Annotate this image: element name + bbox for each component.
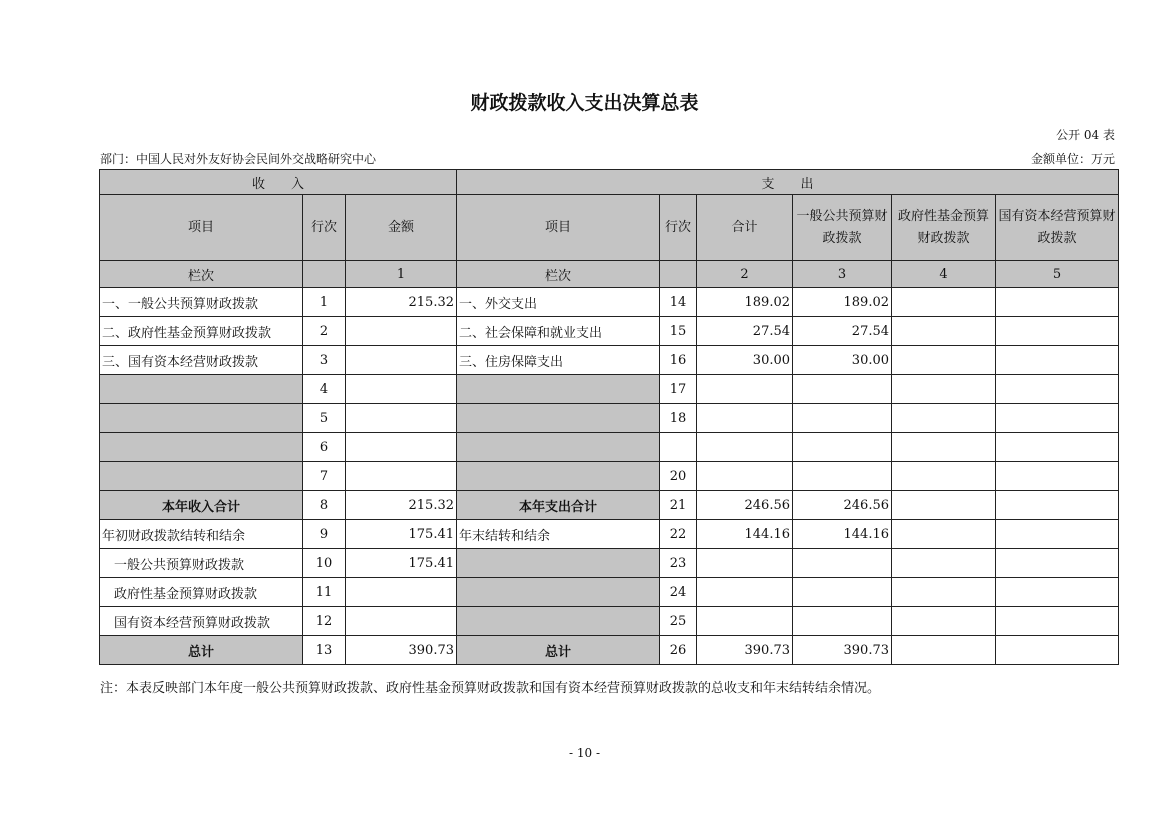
expense-row-no-header: 行次 xyxy=(660,195,697,261)
expense-gov-fund xyxy=(892,636,996,665)
income-row-no: 7 xyxy=(303,462,346,491)
income-row-no-header: 行次 xyxy=(303,195,346,261)
table-row xyxy=(100,317,1119,346)
expense-item: 三、住房保障支出 xyxy=(457,346,660,375)
income-item: 年初财政拨款结转和结余 xyxy=(100,520,303,549)
income-row-no: 3 xyxy=(303,346,346,375)
expense-state-capital xyxy=(996,404,1119,433)
income-amount xyxy=(346,462,457,491)
department-label: 部门：中国人民对外友好协会民间外交战略研究中心 xyxy=(100,152,377,166)
expense-row-no: 17 xyxy=(660,375,697,404)
index-col-4: 4 xyxy=(892,261,996,288)
expense-item xyxy=(457,433,660,462)
expense-total xyxy=(697,578,793,607)
index-label-expense: 栏次 xyxy=(457,261,660,288)
expense-item xyxy=(457,549,660,578)
gov-fund-header: 政府性基金预算财政拨款 xyxy=(892,195,996,261)
amount-unit-label: 金额单位：万元 xyxy=(1030,152,1115,166)
expense-row-no: 20 xyxy=(660,462,697,491)
expense-total: 189.02 xyxy=(697,288,793,317)
expense-general xyxy=(793,375,892,404)
income-item: 一般公共预算财政拨款 xyxy=(100,549,303,578)
expense-general xyxy=(793,578,892,607)
income-row-no: 13 xyxy=(303,636,346,665)
expense-gov-fund xyxy=(892,346,996,375)
expense-item xyxy=(457,462,660,491)
table-row xyxy=(100,462,1119,491)
table-row xyxy=(100,491,1119,520)
expense-gov-fund xyxy=(892,491,996,520)
income-row-no: 4 xyxy=(303,375,346,404)
expense-total: 246.56 xyxy=(697,491,793,520)
expense-general: 246.56 xyxy=(793,491,892,520)
expense-general xyxy=(793,462,892,491)
page-number: - 10 - xyxy=(568,746,600,760)
expense-total: 144.16 xyxy=(697,520,793,549)
table-row xyxy=(100,578,1119,607)
table-note: 注：本表反映部门本年度一般公共预算财政拨款、政府性基金预算财政拨款和国有资本经营预算财政拨款的总收支和年末结转结余情况。 xyxy=(100,681,881,696)
expense-state-capital xyxy=(996,607,1119,636)
income-item: 国有资本经营预算财政拨款 xyxy=(100,607,303,636)
expense-subtotal-label: 本年支出合计 xyxy=(457,491,660,520)
income-amount: 175.41 xyxy=(346,520,457,549)
expense-total xyxy=(697,433,793,462)
expense-row-no: 24 xyxy=(660,578,697,607)
income-amount: 390.73 xyxy=(346,636,457,665)
expense-grand-total-label: 总计 xyxy=(457,636,660,665)
expense-gov-fund xyxy=(892,520,996,549)
expense-item: 年末结转和结余 xyxy=(457,520,660,549)
income-row-no: 5 xyxy=(303,404,346,433)
income-item xyxy=(100,433,303,462)
income-amount xyxy=(346,578,457,607)
income-row-no: 8 xyxy=(303,491,346,520)
expense-total xyxy=(697,549,793,578)
expense-total xyxy=(697,607,793,636)
income-amount: 215.32 xyxy=(346,288,457,317)
index-col-3: 3 xyxy=(793,261,892,288)
expense-total: 390.73 xyxy=(697,636,793,665)
income-item: 二、政府性基金预算财政拨款 xyxy=(100,317,303,346)
income-amount-header: 金额 xyxy=(346,195,457,261)
expense-item: 二、社会保障和就业支出 xyxy=(457,317,660,346)
expense-state-capital xyxy=(996,578,1119,607)
state-capital-header: 国有资本经营预算财政拨款 xyxy=(996,195,1119,261)
income-amount xyxy=(346,433,457,462)
expense-total xyxy=(697,375,793,404)
income-row-no: 9 xyxy=(303,520,346,549)
expense-row-no: 14 xyxy=(660,288,697,317)
table-row xyxy=(100,607,1119,636)
expense-total: 27.54 xyxy=(697,317,793,346)
index-label: 栏次 xyxy=(100,261,303,288)
income-amount xyxy=(346,404,457,433)
income-item xyxy=(100,375,303,404)
income-row-no: 10 xyxy=(303,549,346,578)
income-amount: 215.32 xyxy=(346,491,457,520)
page-title: 财政拨款收入支出决算总表 xyxy=(470,92,699,114)
expense-gov-fund xyxy=(892,317,996,346)
income-subtotal-label: 本年收入合计 xyxy=(100,491,303,520)
table-row xyxy=(100,288,1119,317)
income-amount: 175.41 xyxy=(346,549,457,578)
table-row xyxy=(100,346,1119,375)
income-amount xyxy=(346,375,457,404)
expense-row-no: 15 xyxy=(660,317,697,346)
income-row-no: 1 xyxy=(303,288,346,317)
expense-general: 30.00 xyxy=(793,346,892,375)
expense-general xyxy=(793,404,892,433)
income-row-no: 6 xyxy=(303,433,346,462)
expense-item-header: 项目 xyxy=(457,195,660,261)
expense-item xyxy=(457,375,660,404)
expense-total xyxy=(697,404,793,433)
expense-gov-fund xyxy=(892,462,996,491)
index-blank xyxy=(303,261,346,288)
table-row xyxy=(100,549,1119,578)
expense-general: 189.02 xyxy=(793,288,892,317)
expense-general xyxy=(793,433,892,462)
expense-state-capital xyxy=(996,636,1119,665)
expense-item xyxy=(457,578,660,607)
expense-item: 一、外交支出 xyxy=(457,288,660,317)
expense-row-no: 23 xyxy=(660,549,697,578)
index-col-2: 2 xyxy=(697,261,793,288)
expense-state-capital xyxy=(996,491,1119,520)
expense-state-capital xyxy=(996,549,1119,578)
general-budget-header: 一般公共预算财政拨款 xyxy=(793,195,892,261)
expense-general: 27.54 xyxy=(793,317,892,346)
expense-row-no: 16 xyxy=(660,346,697,375)
expense-state-capital xyxy=(996,520,1119,549)
expense-gov-fund xyxy=(892,549,996,578)
expense-gov-fund xyxy=(892,288,996,317)
table-row xyxy=(100,636,1119,665)
expense-gov-fund xyxy=(892,404,996,433)
expense-gov-fund xyxy=(892,433,996,462)
income-item: 三、国有资本经营财政拨款 xyxy=(100,346,303,375)
expense-general: 144.16 xyxy=(793,520,892,549)
income-row-no: 11 xyxy=(303,578,346,607)
income-item xyxy=(100,404,303,433)
table-row xyxy=(100,404,1119,433)
income-item: 一、一般公共预算财政拨款 xyxy=(100,288,303,317)
table-row xyxy=(100,520,1119,549)
expense-state-capital xyxy=(996,346,1119,375)
expense-row-no xyxy=(660,433,697,462)
expense-general xyxy=(793,607,892,636)
expense-row-no: 26 xyxy=(660,636,697,665)
income-amount xyxy=(346,346,457,375)
total-header: 合计 xyxy=(697,195,793,261)
income-grand-total-label: 总计 xyxy=(100,636,303,665)
index-col-1: 1 xyxy=(346,261,457,288)
expense-gov-fund xyxy=(892,607,996,636)
expense-state-capital xyxy=(996,375,1119,404)
expense-total: 30.00 xyxy=(697,346,793,375)
expense-gov-fund xyxy=(892,578,996,607)
expense-state-capital xyxy=(996,317,1119,346)
expense-state-capital xyxy=(996,288,1119,317)
table-row xyxy=(100,375,1119,404)
index-col-5: 5 xyxy=(996,261,1119,288)
table-row xyxy=(100,433,1119,462)
income-amount xyxy=(346,607,457,636)
expense-item xyxy=(457,607,660,636)
income-item: 政府性基金预算财政拨款 xyxy=(100,578,303,607)
form-number: 公开 04 表 xyxy=(1056,128,1115,142)
expense-row-no: 25 xyxy=(660,607,697,636)
index-blank-expense xyxy=(660,261,697,288)
income-section-header: 收 入 xyxy=(100,170,457,195)
expense-total xyxy=(697,462,793,491)
expense-row-no: 21 xyxy=(660,491,697,520)
fiscal-summary-table xyxy=(99,169,1119,665)
expense-state-capital xyxy=(996,433,1119,462)
expense-state-capital xyxy=(996,462,1119,491)
income-row-no: 2 xyxy=(303,317,346,346)
income-row-no: 12 xyxy=(303,607,346,636)
income-amount xyxy=(346,317,457,346)
expense-section-header: 支 出 xyxy=(457,170,1119,195)
expense-row-no: 18 xyxy=(660,404,697,433)
expense-item xyxy=(457,404,660,433)
expense-general: 390.73 xyxy=(793,636,892,665)
expense-row-no: 22 xyxy=(660,520,697,549)
expense-general xyxy=(793,549,892,578)
expense-gov-fund xyxy=(892,375,996,404)
income-item-header: 项目 xyxy=(100,195,303,261)
income-item xyxy=(100,462,303,491)
